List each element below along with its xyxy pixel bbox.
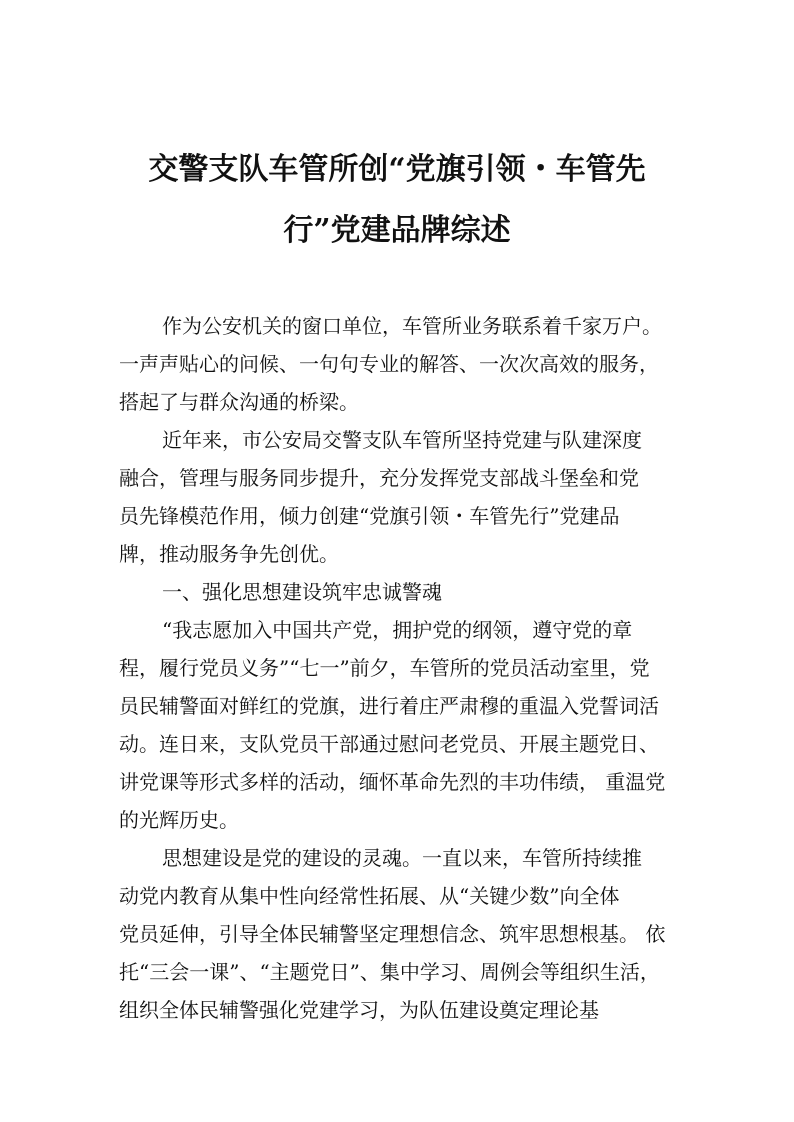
body-line-14: 的光辉历史。 (119, 808, 239, 832)
body-line-10: 程，履行党员义务”“七一”前夕，车管所的党员活动室里，党 (119, 656, 650, 680)
body-line-16: 动党内教育从集中性向经常性拓展、从“关键少数”向全体 (119, 884, 620, 908)
body-line-12: 动。连日来，支队党员干部通过慰问老党员、开展主题党日、 (119, 732, 659, 756)
title-line-2: 行”党建品牌综述 (283, 213, 511, 248)
body-line-2: 一声声贴心的问候、一句句专业的解答、一次次高效的服务， (119, 352, 659, 376)
body-line-3: 搭起了与群众沟通的桥梁。 (119, 390, 359, 414)
body-line-17: 党员延伸，引导全体民辅警坚定理想信念、筑牢思想根基。 依 (119, 922, 666, 946)
body-line-5: 融合，管理与服务同步提升，充分发挥党支部战斗堡垒和党 (119, 466, 639, 490)
body-line-18: 托“三会一课”、“主题党日”、集中学习、周例会等组织生活， (119, 960, 660, 984)
body-line-4: 近年来，市公安局交警支队车管所坚持党建与队建深度 (162, 428, 642, 452)
body-line-1: 作为公安机关的窗口单位，车管所业务联系着千家万户。 (162, 314, 662, 338)
body-line-11: 员民辅警面对鲜红的党旗，进行着庄严肃穆的重温入党誓词活 (119, 694, 659, 718)
body-line-15: 思想建设是党的建设的灵魂。一直以来，车管所持续推 (162, 846, 642, 870)
title-line-1: 交警支队车管所创“党旗引领・车管先 (148, 152, 646, 187)
body-line-19: 组织全体民辅警强化党建学习，为队伍建设奠定理论基 (119, 998, 599, 1022)
body-line-6: 员先锋模范作用，倾力创建“党旗引领・车管先行”党建品 (119, 504, 620, 528)
body-line-13: 讲党课等形式多样的活动，缅怀革命先烈的丰功伟绩， 重温党 (119, 770, 666, 794)
body-line-7: 牌，推动服务争先创优。 (119, 542, 339, 566)
section-heading-1: 一、强化思想建设筑牢忠诚警魂 (162, 580, 442, 604)
body-line-9: “我志愿加入中国共产党，拥护党的纲领，遵守党的章 (162, 618, 633, 642)
